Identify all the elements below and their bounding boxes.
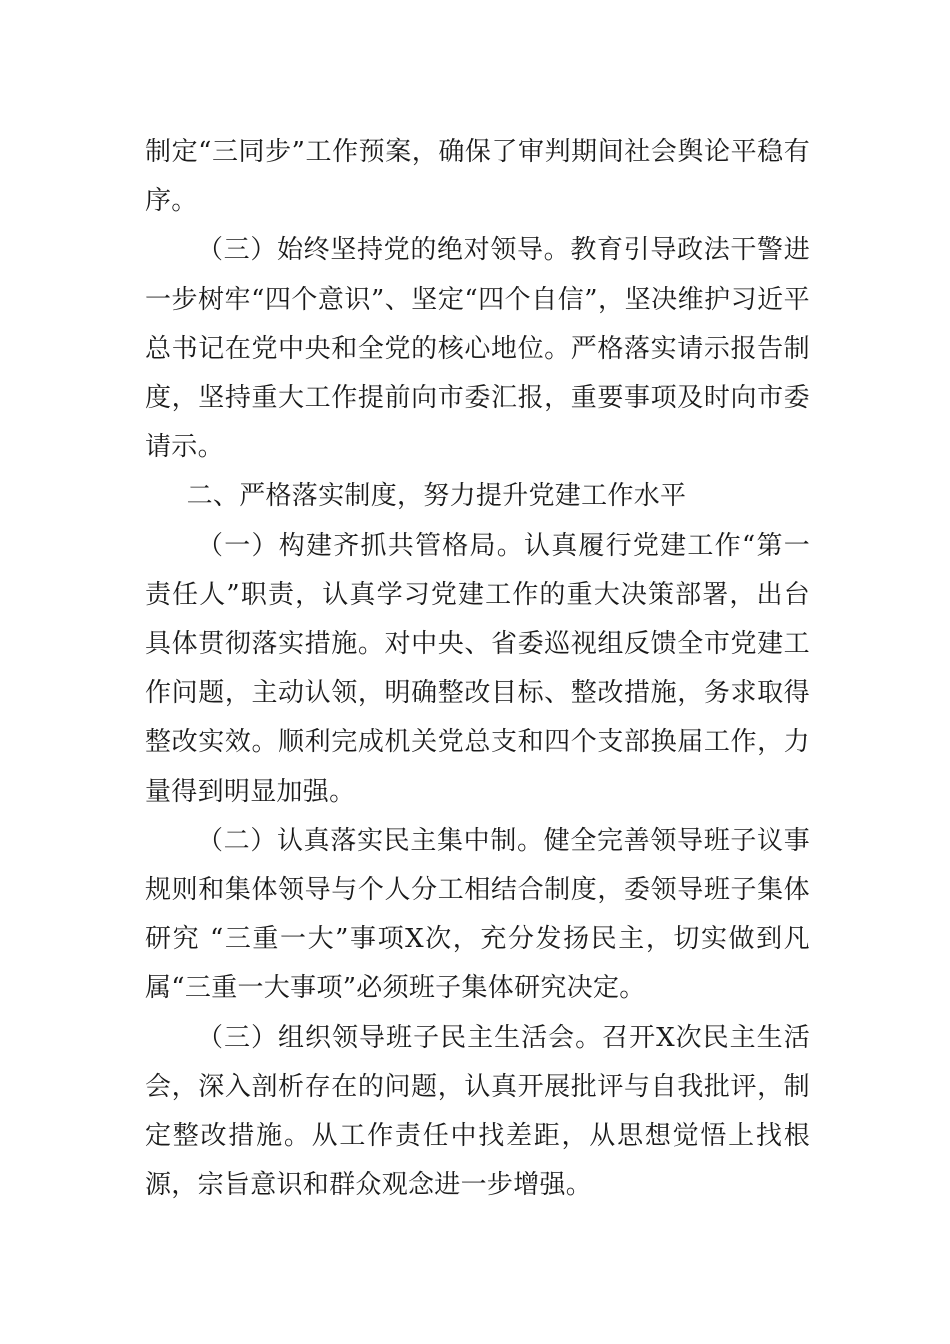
paragraph-continuation: 制定“三同步”工作预案，确保了审判期间社会舆论平稳有序。: [145, 137, 810, 217]
document-body: [145, 128, 810, 1210]
section-heading-2: 二、严格落实制度，努力提升党建工作水平: [186, 481, 687, 512]
paragraph-section-2-democratic-centralism: （二）认真落实民主集中制。健全完善领导班子议事规则和集体领导与个人分工相结合制度，委领导班子集体研究 “三重一大”事项X次，充分发扬民主，切实做到凡属“三重一大事项”必须班子集体研究决定。: [145, 825, 810, 1004]
paragraph-section-3-democratic-life-meeting: （三）组织领导班子民主生活会。召开X次民主生活会，深入剖析存在的问题，认真开展批评与自我批评，制定整改措施。从工作责任中找差距，从思想觉悟上找根源，宗旨意识和群众观念进一步增强。: [145, 1022, 810, 1201]
paragraph-section-1-joint-management: （一）构建齐抓共管格局。认真履行党建工作“第一责任人”职责，认真学习党建工作的重大决策部署，出台具体贯彻落实措施。对中央、省委巡视组反馈全市党建工作问题，主动认领，明确整改目标、整改措施，务求取得整改实效。顺利完成机关党总支和四个支部换届工作，力量得到明显加强。: [145, 530, 810, 807]
paragraph-section-3-party-leadership: （三）始终坚持党的绝对领导。教育引导政法干警进一步树牢“四个意识”、坚定“四个自信”，坚决维护习近平总书记在党中央和全党的核心地位。严格落实请示报告制度，坚持重大工作提前向市委汇报，重要事项及时向市委请示。: [145, 235, 810, 463]
